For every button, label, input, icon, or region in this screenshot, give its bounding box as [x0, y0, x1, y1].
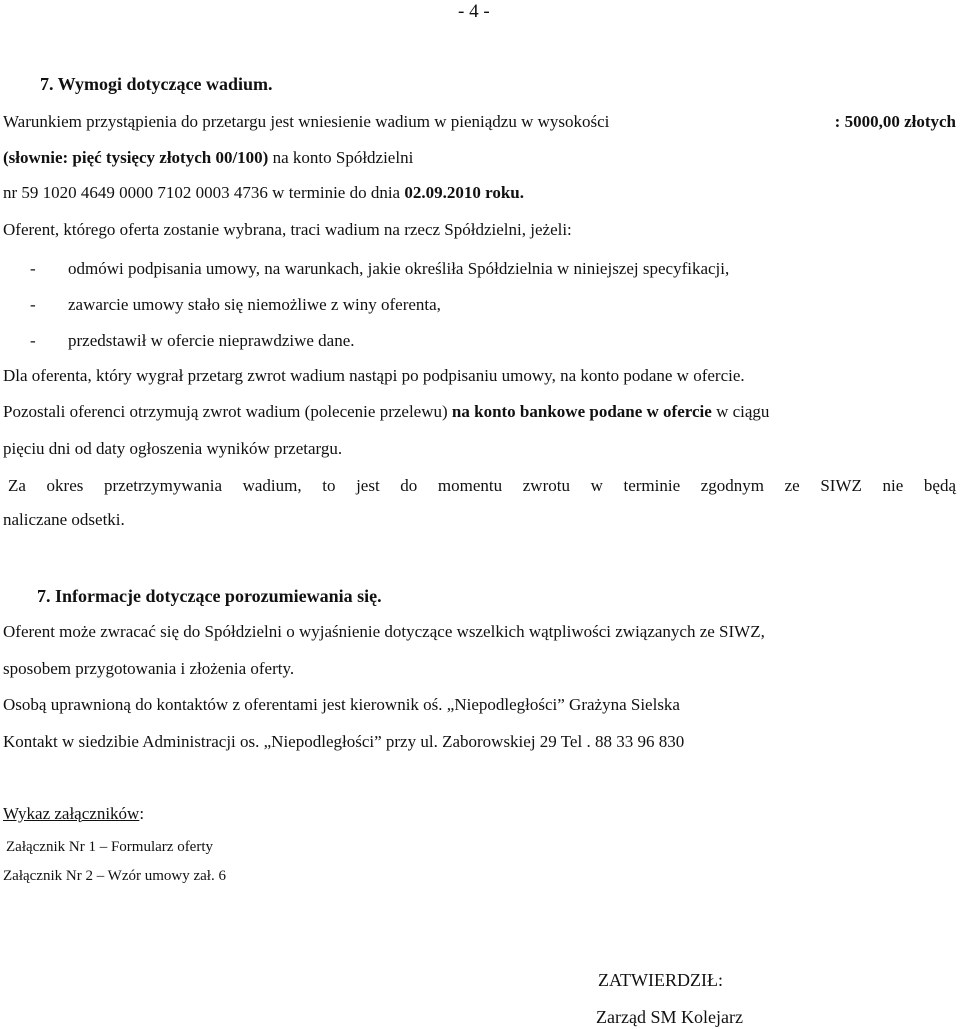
- wadium-paragraph-line-1: [3, 111, 956, 133]
- wadium-interest-text: Za okres przetrzymywania wadium, to jest do momentu zwrotu w terminie zgodnym ze SIWZ nie będą: [8, 476, 956, 495]
- contact-location: Kontakt w siedzibie Administracji os. „Niepodległości” przy ul. Zaborowskiej 29 Tel . 88 33 96 830: [3, 732, 685, 751]
- forfeit-condition-text: odmówi podpisania umowy, na warunkach, jakie określiła Spółdzielnia w niniejszej specyfikacji,: [68, 259, 730, 278]
- attachment-item-1: Załącznik Nr 1 – Formularz oferty: [6, 839, 214, 855]
- board-signature: Zarząd SM Kolejarz: [596, 1007, 743, 1027]
- forfeit-condition-text: przedstawił w ofercie nieprawdziwe dane.: [68, 331, 355, 350]
- wadium-paragraph-line-3: [3, 182, 524, 204]
- wadium-return-account-emphasis: na konto bankowe podane w ofercie: [451, 402, 712, 421]
- wadium-amount-words: (słownie: pięć tysięcy złotych 00/100): [3, 148, 269, 167]
- contact-person: Osobą uprawnioną do kontaktów z oferentami jest kierownik oś. „Niepodległości” Grażyna Sielska: [3, 695, 680, 714]
- wadium-amount: : 5000,00 złotych: [834, 112, 956, 131]
- wadium-return-others-tail: w ciągu: [711, 402, 770, 421]
- bullet-dash: -: [30, 295, 36, 314]
- forfeit-condition-1: [30, 258, 729, 280]
- forfeit-condition-2: [30, 294, 441, 316]
- wadium-return-winner: Dla oferenta, który wygrał przetarg zwrot wadium nastąpi po podpisaniu umowy, na konto podane w ofercie.: [3, 366, 745, 385]
- wadium-condition-text: Warunkiem przystąpienia do przetargu jest wniesienie wadium w pieniądzu w wysokości: [3, 112, 610, 131]
- attachments-heading-text: Wykaz załączników: [3, 804, 140, 823]
- forfeit-condition-3: [30, 330, 355, 352]
- wadium-account-number: nr 59 1020 4649 0000 7102 0003 4736 w terminie do dnia: [3, 183, 405, 202]
- wadium-paragraph-line-2: [3, 147, 413, 169]
- section-7-heading-communication: 7. Informacje dotyczące porozumiewania się.: [37, 586, 382, 606]
- wadium-interest-line-1: [8, 475, 956, 497]
- attachments-heading-colon: :: [139, 804, 145, 823]
- wadium-return-others-line-2: pięciu dni od daty ogłoszenia wyników przetargu.: [3, 439, 343, 458]
- bullet-dash: -: [30, 259, 36, 278]
- communication-line-1: Oferent może zwracać się do Spółdzielni o wyjaśnienie dotyczące wszelkich wątpliwości związanych ze SIWZ,: [3, 622, 765, 641]
- attachments-heading: [3, 803, 144, 825]
- page-number: - 4 -: [458, 1, 490, 22]
- approval-label: ZATWIERDZIŁ:: [598, 970, 723, 990]
- bullet-dash: -: [30, 331, 36, 350]
- wadium-account-intro: na konto Spółdzielni: [268, 148, 414, 167]
- wadium-return-others-line-1: [3, 401, 769, 423]
- attachment-item-2: Załącznik Nr 2 – Wzór umowy zał. 6: [3, 868, 226, 884]
- forfeit-condition-text: zawarcie umowy stało się niemożliwe z winy oferenta,: [68, 295, 441, 314]
- section-7-heading-wadium: 7. Wymogi dotyczące wadium.: [40, 74, 273, 94]
- communication-line-2: sposobem przygotowania i złożenia oferty.: [3, 659, 295, 678]
- wadium-forfeit-intro: Oferent, którego oferta zostanie wybrana, traci wadium na rzecz Spółdzielni, jeżeli:: [3, 220, 572, 239]
- wadium-return-others-text: Pozostali oferenci otrzymują zwrot wadium (polecenie przelewu): [3, 402, 452, 421]
- wadium-interest-line-2: naliczane odsetki.: [3, 510, 125, 529]
- wadium-deadline: 02.09.2010 roku.: [404, 183, 525, 202]
